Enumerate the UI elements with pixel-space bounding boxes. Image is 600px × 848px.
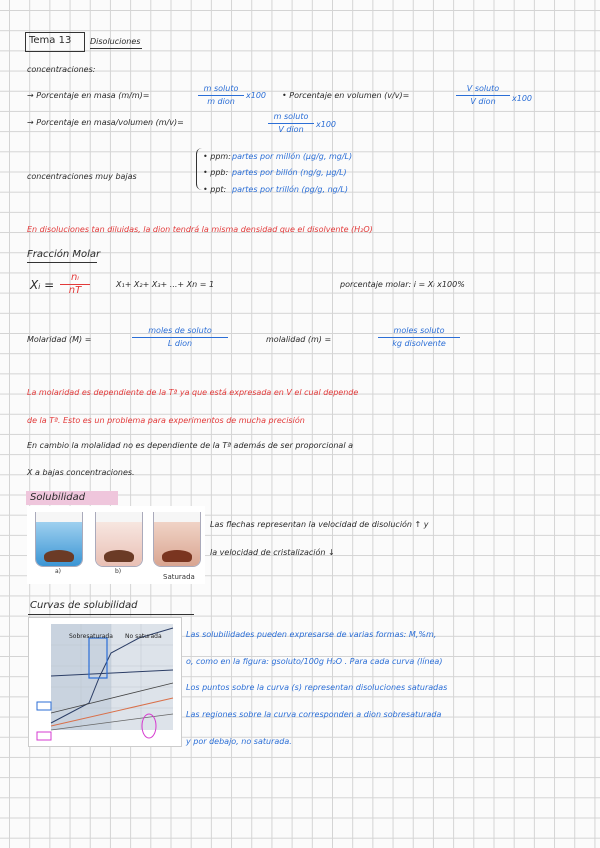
- ppt-key: • ppt:: [203, 185, 227, 194]
- molaridad-label: Molaridad (M) =: [27, 335, 92, 344]
- vv-denominator: V dion: [470, 97, 496, 106]
- topic-title: Disoluciones: [90, 37, 141, 46]
- fraccion-underline: [27, 262, 97, 263]
- curvas-text-line2: o, como en la figura: gsoluto/100g H₂O . Para cada curva (línea): [186, 657, 443, 666]
- note-molaridad-line2: de la Tª. Esto es un problema para experimentos de mucha precisión: [27, 416, 305, 425]
- note-molaridad-line1: La molaridad es dependiente de la Tª ya que está expresada en V el cual depende: [27, 388, 359, 397]
- molalidad-numerator: moles soluto: [393, 326, 445, 335]
- beaker-1: [35, 512, 83, 567]
- beakers-figure: [27, 506, 205, 584]
- curvas-text-line4: Las regiones sobre la curva corresponden a dion sobresaturada: [186, 710, 442, 719]
- muy-bajas-label: concentraciones muy bajas: [27, 172, 137, 181]
- solubility-chart-svg: [29, 618, 181, 746]
- mv-fraction: [268, 112, 314, 135]
- xi-sum: X₁+ X₂+ X₃+ ...+ Xn = 1: [116, 280, 215, 289]
- mv-label: → Porcentaje en masa/volumen (m/v)=: [27, 118, 184, 127]
- mm-label: → Porcentaje en masa (m/m)=: [27, 91, 150, 100]
- ppm-desc: partes por millón (μg/g, mg/L): [232, 152, 353, 161]
- title-underline: [90, 48, 142, 49]
- solubilidad-text-line2: la velocidad de cristalización ↓: [210, 548, 335, 557]
- beaker-3: [153, 512, 201, 567]
- chart-label-no-saturada: No saturada: [125, 633, 162, 640]
- mm-denominator: m dion: [207, 97, 235, 106]
- molalidad-label: molalidad (m) =: [266, 335, 332, 344]
- molaridad-denominator: L dion: [167, 339, 193, 348]
- porcentaje-molar: porcentaje molar: i = Xᵢ x100%: [340, 280, 465, 289]
- curvas-text-line5: y por debajo, no saturada.: [186, 737, 292, 746]
- beaker-3-label: Saturada: [163, 573, 195, 581]
- solubilidad-heading: Solubilidad: [30, 492, 86, 503]
- vv-label: • Porcentaje en volumen (v/v)=: [282, 91, 410, 100]
- solubilidad-text-line1: Las flechas representan la velocidad de disolución ↑ y: [210, 520, 429, 529]
- ppb-desc: partes por billón (ng/g, μg/L): [232, 168, 347, 177]
- note-molalidad-line2: X a bajas concentraciones.: [27, 468, 135, 477]
- mm-factor: x100: [246, 91, 267, 100]
- curvas-heading: Curvas de solubilidad: [30, 600, 138, 611]
- xi-denominator: nT: [68, 285, 82, 296]
- xi-symbol: Xᵢ =: [30, 278, 55, 292]
- curvas-text-line3: Los puntos sobre la curva (s) representan disoluciones saturadas: [186, 683, 448, 692]
- mm-numerator: m soluto: [203, 84, 239, 93]
- mm-fraction: [198, 84, 244, 107]
- chart-blue-label-box: [37, 702, 51, 710]
- mv-numerator: m soluto: [273, 112, 309, 121]
- beaker-1-label: a): [55, 568, 62, 575]
- curvas-underline: [28, 614, 194, 615]
- ppb-key: • ppb:: [203, 168, 229, 177]
- solubility-chart: [28, 617, 182, 747]
- vv-factor: x100: [512, 94, 533, 103]
- mv-denominator: V dion: [278, 125, 304, 134]
- beaker-2-label: b): [115, 568, 122, 575]
- chart-label-sobresaturada: Sobresaturada: [69, 633, 113, 640]
- mv-factor: x100: [316, 120, 337, 129]
- concentraciones-heading: concentraciones:: [27, 65, 96, 74]
- molalidad-fraction: [378, 326, 460, 349]
- beaker-2: [95, 512, 143, 567]
- ppm-key: • ppm:: [203, 152, 231, 161]
- fraccion-molar-heading: Fracción Molar: [27, 249, 101, 260]
- vv-numerator: V soluto: [466, 84, 500, 93]
- xi-fraction: [60, 273, 90, 296]
- molaridad-fraction: [132, 326, 228, 349]
- curvas-text-line1: Las solubilidades pueden expresarse de varias formas: M,%m,: [186, 630, 437, 639]
- topic-number: Tema 13: [29, 35, 72, 46]
- molaridad-numerator: moles de soluto: [148, 326, 212, 335]
- note-diluidas: En disoluciones tan diluidas, la dion tendrá la misma densidad que el disolvente (H₂O): [27, 225, 373, 234]
- molalidad-denominator: kg disolvente: [392, 339, 446, 348]
- vv-fraction: [456, 84, 510, 107]
- note-molalidad-line1: En cambio la molalidad no es dependiente de la Tª además de ser proporcional a: [27, 441, 353, 450]
- chart-pink-label-box: [37, 732, 51, 740]
- ppt-desc: partes por trillón (pg/g, ng/L): [232, 185, 349, 194]
- xi-numerator: nᵢ: [70, 272, 80, 283]
